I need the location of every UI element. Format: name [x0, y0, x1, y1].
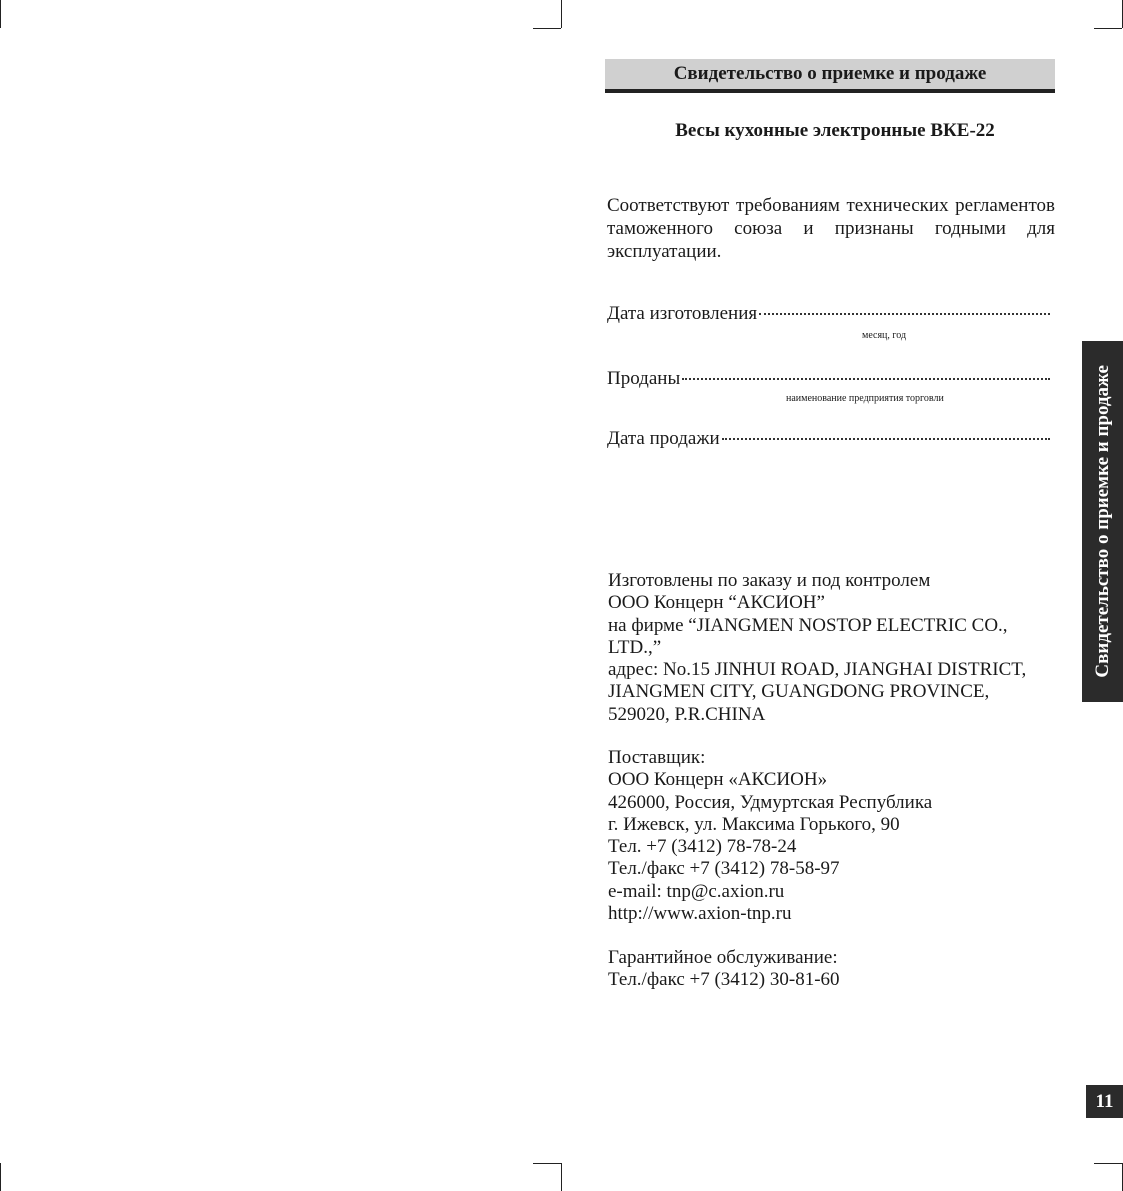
crop-mark — [0, 1163, 1, 1191]
section-header — [605, 59, 1055, 93]
text-line: 529020, P.R.CHINA — [608, 703, 766, 725]
text-line: 426000, Россия, Удмуртская Республика — [608, 791, 933, 813]
text-line: http://www.axion-tnp.ru — [608, 903, 792, 925]
text-line: JIANGMEN CITY, GUANGDONG PROVINCE, — [608, 681, 990, 703]
text-line: на фирме “JIANGMEN NOSTOP ELECTRIC CO., — [608, 614, 1008, 636]
service-info — [608, 947, 840, 992]
text-line: Изготовлены по заказу и под контролем — [608, 570, 931, 591]
crop-mark — [0, 0, 1, 28]
crop-mark — [1094, 1163, 1122, 1164]
manufacture-date-line — [759, 313, 1050, 315]
sold-field — [607, 368, 1050, 390]
sold-line — [682, 378, 1050, 380]
crop-mark — [561, 0, 562, 28]
sold-label: Проданы — [607, 368, 681, 389]
crop-mark — [1094, 28, 1122, 29]
supplier-info — [608, 747, 932, 925]
text-line: Тел./факс +7 (3412) 30-81-60 — [608, 969, 840, 991]
text-line: Тел. +7 (3412) 78-78-24 — [608, 836, 797, 858]
text-line: ООО Концерн “АКСИОН” — [608, 592, 825, 614]
side-section-tab — [1082, 341, 1123, 702]
conformity-statement: Соответствуют требованиям технических регламентов таможенного союза и признаны годными для эксплуатации. — [607, 195, 1055, 262]
manufacture-date-hint: месяц, год — [862, 330, 907, 341]
sold-hint: наименование предприятия торговли — [786, 393, 944, 404]
text-line: Поставщик: — [608, 747, 706, 768]
text-line: г. Ижевск, ул. Максима Горького, 90 — [608, 813, 900, 835]
manufacture-date-field — [607, 303, 1050, 325]
text-line: e-mail: tnp@c.axion.ru — [608, 880, 785, 902]
manufacturer-info — [608, 570, 1026, 726]
product-name: Весы кухонные электронные ВКЕ-22 — [675, 120, 995, 141]
text-line: ООО Концерн «АКСИОН» — [608, 769, 828, 791]
section-title: Свидетельство о приемке и продаже — [673, 63, 987, 84]
crop-mark — [561, 1163, 562, 1191]
manufacture-date-label: Дата изготовления — [607, 303, 758, 324]
crop-mark — [533, 28, 561, 29]
page-number: 11 — [1086, 1085, 1123, 1118]
sale-date-field — [607, 428, 1050, 450]
text-line: LTD.,” — [608, 636, 662, 658]
text-line: Гарантийное обслуживание: — [608, 947, 838, 968]
text-line: адрес: No.15 JINHUI ROAD, JIANGHAI DISTRICT, — [608, 659, 1027, 681]
side-tab-label: Свидетельство о приемке и продаже — [1091, 365, 1113, 678]
text-line: Тел./факс +7 (3412) 78-58-97 — [608, 858, 840, 880]
crop-mark — [533, 1163, 561, 1164]
sale-date-line — [722, 438, 1050, 440]
sale-date-label: Дата продажи — [607, 428, 720, 449]
